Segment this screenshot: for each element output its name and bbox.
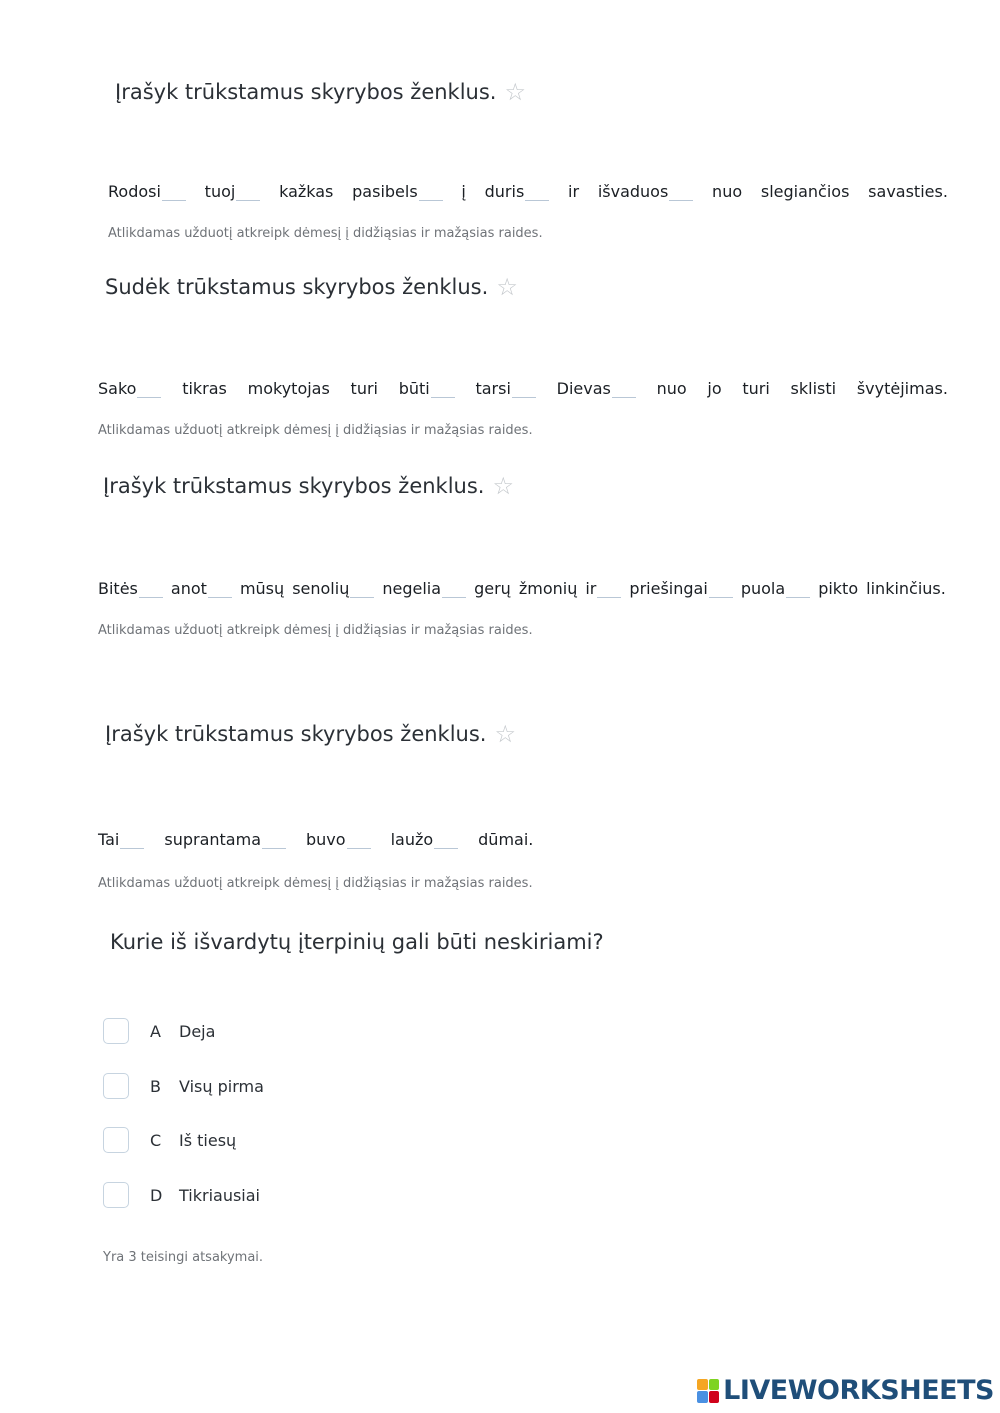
logo-mark-cell	[709, 1391, 720, 1403]
word-text: Tai	[98, 830, 120, 849]
question-title: Kurie iš išvardytų įterpinių gali būti neskiriami?	[110, 930, 604, 954]
sentence-word	[182, 379, 227, 398]
sentence-word	[352, 178, 443, 201]
sentence-word	[868, 182, 948, 201]
exercise-4-hint: Atlikdamas užduotį atkreipk dėmesį į didžiąsias ir mažąsias raides.	[98, 876, 533, 891]
word-text: buvo	[306, 830, 346, 849]
option-c-label: Iš tiesų	[179, 1130, 237, 1150]
exercise-1-title-text: Įrašyk trūkstamus skyrybos ženklus.	[115, 80, 497, 104]
logo-mark-cell	[697, 1379, 708, 1391]
word-text: duris	[484, 182, 525, 201]
word-text: turi	[742, 379, 770, 398]
exercise-1-hint: Atlikdamas užduotį atkreipk dėmesį į didžiąsias ir mažąsias raides.	[108, 226, 543, 241]
option-b-checkbox[interactable]	[103, 1073, 129, 1099]
sentence-word	[399, 375, 455, 398]
sentence-word	[391, 826, 459, 849]
punctuation-blank-input[interactable]	[786, 579, 810, 598]
word-text: nuo	[712, 182, 743, 201]
sentence-word	[171, 575, 232, 598]
word-text: tarsi	[475, 379, 511, 398]
word-text: pasibels	[352, 182, 418, 201]
sentence-word	[351, 379, 378, 398]
word-text: švytėjimas.	[856, 379, 948, 398]
sentence-word	[761, 182, 850, 201]
punctuation-blank-input[interactable]	[350, 579, 374, 598]
option-d-label: Tikriausiai	[179, 1185, 260, 1205]
exercise-1-title	[115, 80, 526, 104]
word-text: nuo	[656, 379, 687, 398]
logo-mark-cell	[709, 1379, 720, 1391]
sentence-word	[461, 182, 465, 201]
sentence-word	[585, 575, 621, 598]
logo-mark-icon	[697, 1379, 719, 1403]
option-d-letter: D	[150, 1185, 163, 1205]
sentence-word	[657, 379, 687, 398]
sentence-word	[478, 830, 533, 849]
sentence-word	[629, 575, 732, 598]
word-text: dūmai.	[478, 830, 534, 849]
word-text: savasties.	[868, 182, 948, 201]
word-text: suprantama	[164, 830, 261, 849]
word-text: priešingai	[629, 579, 708, 598]
sentence-word	[98, 575, 163, 598]
word-text: Dievas	[556, 379, 611, 398]
option-a-checkbox[interactable]	[103, 1018, 129, 1044]
sentence-word	[707, 379, 721, 398]
sentence-word	[474, 579, 511, 598]
word-text: turi	[350, 379, 378, 398]
sentence-word	[98, 826, 144, 849]
punctuation-blank-input[interactable]	[208, 579, 232, 598]
sentence-word	[485, 178, 550, 201]
sentence-word	[164, 826, 286, 849]
punctuation-blank-input[interactable]	[431, 379, 455, 398]
option-b[interactable]	[103, 1072, 264, 1100]
sentence-word	[292, 575, 374, 598]
word-text: sklisti	[790, 379, 837, 398]
punctuation-blank-input[interactable]	[262, 830, 286, 849]
option-d[interactable]	[103, 1181, 260, 1209]
word-text: jo	[707, 379, 722, 398]
sentence-word	[741, 575, 810, 598]
word-text: į	[461, 182, 466, 201]
sentence-word	[568, 182, 579, 201]
word-text: slegiančios	[760, 182, 850, 201]
sentence-word	[742, 379, 769, 398]
exercise-4-sentence	[98, 826, 533, 849]
sentence-word	[712, 182, 742, 201]
word-text: negelia	[382, 579, 442, 598]
word-text: kažkas	[279, 182, 334, 201]
star-icon[interactable]: ☆	[496, 273, 518, 301]
sentence-word	[557, 375, 636, 398]
word-text: ir	[585, 579, 597, 598]
exercise-3-title	[103, 474, 514, 498]
punctuation-blank-input[interactable]	[236, 182, 260, 201]
sentence-word	[382, 575, 466, 598]
exercise-2-title	[105, 275, 518, 299]
option-c-checkbox[interactable]	[103, 1127, 129, 1153]
punctuation-blank-input[interactable]	[612, 379, 636, 398]
word-text: Sako	[98, 379, 137, 398]
sentence-word	[98, 375, 161, 398]
punctuation-blank-input[interactable]	[525, 182, 549, 201]
punctuation-blank-input[interactable]	[442, 579, 466, 598]
punctuation-blank-input[interactable]	[419, 182, 443, 201]
option-a[interactable]	[103, 1017, 215, 1045]
sentence-word	[598, 178, 693, 201]
word-text: laužo	[390, 830, 434, 849]
word-text: Bitės	[98, 579, 138, 598]
sentence-word	[279, 182, 333, 201]
punctuation-blank-input[interactable]	[709, 579, 733, 598]
sentence-word	[791, 379, 837, 398]
punctuation-blank-input[interactable]	[434, 830, 458, 849]
word-text: tikras	[182, 379, 227, 398]
exercise-4-title-text: Įrašyk trūkstamus skyrybos ženklus.	[105, 722, 487, 746]
punctuation-blank-input[interactable]	[139, 579, 163, 598]
liveworksheets-logo	[697, 1375, 994, 1406]
logo-text: LIVEWORKSHEETS	[723, 1375, 994, 1406]
star-icon[interactable]: ☆	[494, 720, 516, 748]
punctuation-blank-input[interactable]	[347, 830, 371, 849]
word-text: išvaduos	[597, 182, 669, 201]
punctuation-blank-input[interactable]	[512, 379, 536, 398]
exercise-1-sentence	[108, 178, 948, 201]
word-text: pikto	[818, 579, 859, 598]
punctuation-blank-input[interactable]	[597, 579, 621, 598]
word-text: mokytojas	[247, 379, 330, 398]
word-text: žmonių	[518, 579, 578, 598]
option-d-checkbox[interactable]	[103, 1182, 129, 1208]
sentence-word	[205, 178, 261, 201]
word-text: linkinčius.	[866, 579, 946, 598]
logo-mark-cell	[697, 1391, 708, 1403]
exercise-3-sentence	[98, 575, 946, 598]
word-text: senolių	[292, 579, 350, 598]
star-icon[interactable]: ☆	[504, 78, 526, 106]
option-b-letter: B	[150, 1076, 161, 1096]
word-text: mūsų	[239, 579, 285, 598]
option-b-label: Visų pirma	[179, 1076, 264, 1096]
punctuation-blank-input[interactable]	[120, 830, 144, 849]
exercise-2-sentence	[98, 375, 948, 398]
word-text: gerų	[474, 579, 511, 598]
exercise-3-hint: Atlikdamas užduotį atkreipk dėmesį į didžiąsias ir mažąsias raides.	[98, 623, 533, 638]
option-a-label: Deja	[179, 1021, 216, 1041]
sentence-word	[108, 178, 186, 201]
word-text: anot	[170, 579, 207, 598]
word-text: ir	[568, 182, 580, 201]
exercise-4-title	[105, 722, 516, 746]
sentence-word	[475, 375, 535, 398]
answer-count-note: Yra 3 teisingi atsakymai.	[103, 1250, 264, 1265]
sentence-word	[818, 579, 858, 598]
exercise-2-hint: Atlikdamas užduotį atkreipk dėmesį į didžiąsias ir mažąsias raides.	[98, 423, 533, 438]
word-text: tuoj	[204, 182, 236, 201]
sentence-word	[248, 379, 330, 398]
punctuation-blank-input[interactable]	[669, 182, 693, 201]
word-text: Rodosi	[108, 182, 161, 201]
star-icon[interactable]: ☆	[492, 472, 514, 500]
sentence-word	[240, 579, 284, 598]
exercise-3-title-text: Įrašyk trūkstamus skyrybos ženklus.	[103, 474, 485, 498]
sentence-word	[519, 579, 578, 598]
word-text: būti	[398, 379, 430, 398]
sentence-word	[306, 826, 371, 849]
punctuation-blank-input[interactable]	[137, 379, 161, 398]
option-c[interactable]	[103, 1126, 236, 1154]
option-c-letter: C	[150, 1130, 162, 1150]
word-text: puola	[740, 579, 786, 598]
sentence-word	[857, 379, 948, 398]
punctuation-blank-input[interactable]	[162, 182, 186, 201]
option-a-letter: A	[150, 1021, 161, 1041]
sentence-word	[866, 579, 946, 598]
exercise-2-title-text: Sudėk trūkstamus skyrybos ženklus.	[105, 275, 489, 299]
